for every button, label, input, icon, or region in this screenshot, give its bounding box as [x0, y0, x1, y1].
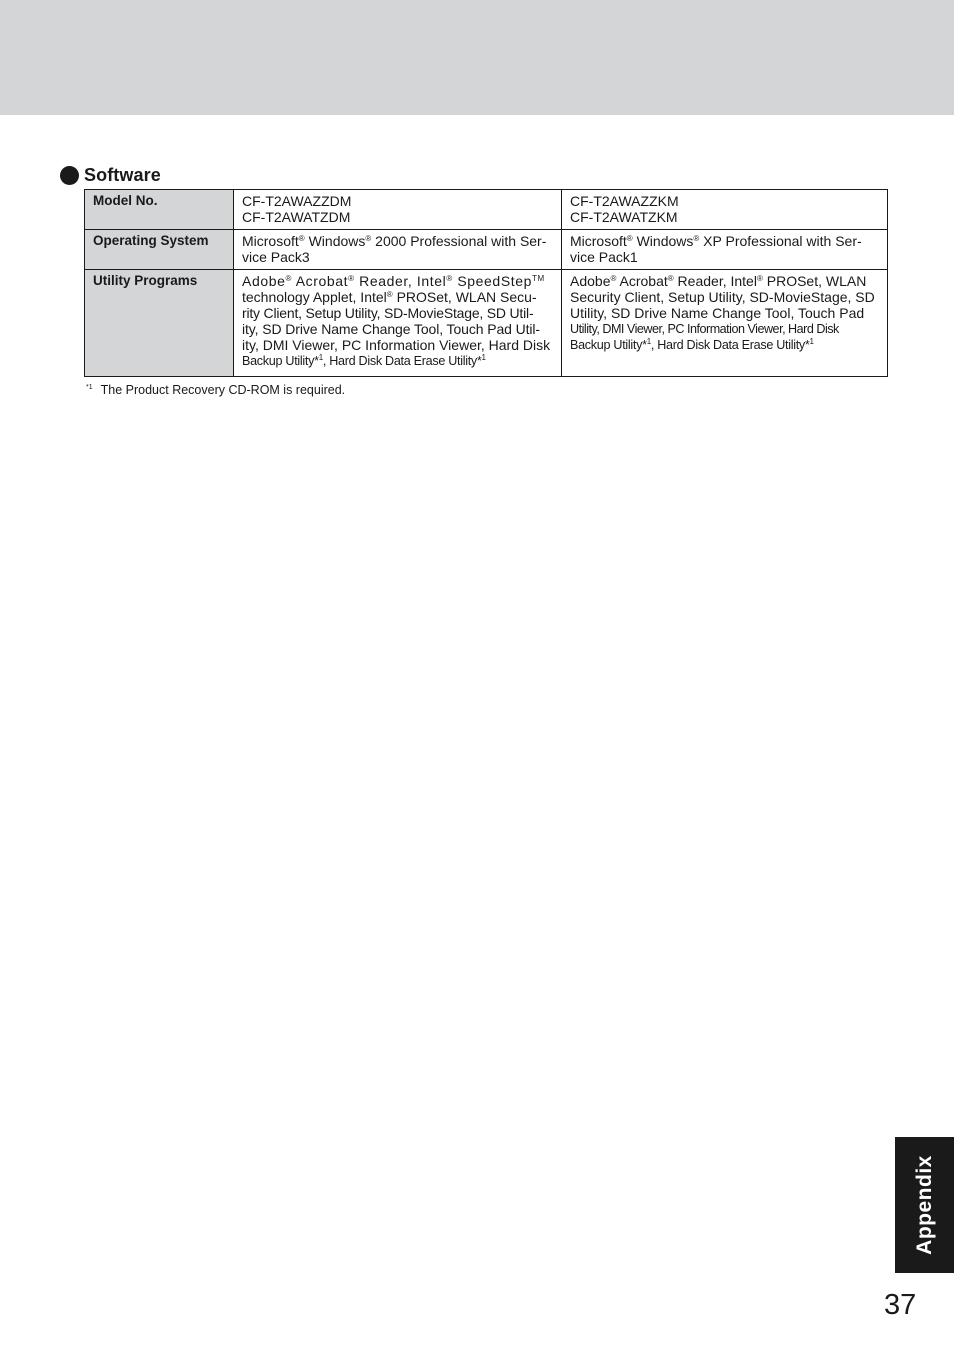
utility-line: technology Applet, Intel® PROSet, WLAN Secu- [242, 289, 537, 305]
header-band [0, 0, 954, 115]
utility-line: ity, SD Drive Name Change Tool, Touch Pad Util- [242, 321, 540, 337]
model-number: CF-T2AWATZDM [242, 209, 351, 225]
footnote-marker: *1 [86, 384, 93, 391]
row-label-model: Model No. [85, 190, 234, 230]
os-line: Microsoft® Windows® XP Professional with Ser- [570, 233, 862, 249]
table-row-utilities [85, 270, 888, 377]
side-tab-label: Appendix [912, 1155, 936, 1255]
cell-os-col2 [562, 230, 888, 270]
utility-line: Adobe® Acrobat® Reader, Intel® SpeedStep™ [242, 273, 545, 289]
cell-model-col1 [234, 190, 562, 230]
cell-model-col2 [562, 190, 888, 230]
cell-utilities-col1 [234, 270, 562, 377]
software-spec-table [84, 189, 888, 377]
utility-line: Backup Utility*$^1$, Hard Disk Data Erase Utility*$^1$ [242, 353, 486, 368]
section-title: Software [84, 164, 161, 185]
os-line: vice Pack1 [570, 249, 638, 265]
utility-line: rity Client, Setup Utility, SD-MovieStage, SD Util- [242, 305, 534, 321]
section-heading [60, 164, 161, 186]
table-row-model [85, 190, 888, 230]
row-label-utilities: Utility Programs [85, 270, 234, 377]
os-line: Microsoft® Windows® 2000 Professional with Ser- [242, 233, 547, 249]
utility-line: ity, DMI Viewer, PC Information Viewer, Hard Disk [242, 337, 551, 353]
cell-utilities-col2 [562, 270, 888, 377]
footnote [86, 383, 345, 397]
bullet-icon [60, 166, 79, 185]
cell-os-col1 [234, 230, 562, 270]
page-number: 37 [884, 1289, 917, 1321]
utility-line: Adobe® Acrobat® Reader, Intel® PROSet, WLAN [570, 273, 867, 289]
utility-line: Backup Utility*$^1$, Hard Disk Data Erase Utility*$^1$ [570, 337, 814, 352]
footnote-text: The Product Recovery CD-ROM is required. [100, 383, 346, 397]
appendix-side-tab [895, 1137, 954, 1273]
utility-line: Security Client, Setup Utility, SD-MovieStage, SD [570, 289, 875, 305]
utility-line: Utility, SD Drive Name Change Tool, Touch Pad [570, 305, 865, 321]
table-row-os [85, 230, 888, 270]
model-number: CF-T2AWATZKM [570, 209, 678, 225]
os-line: vice Pack3 [242, 249, 310, 265]
utility-line: Utility, DMI Viewer, PC Information Viewer, Hard Disk [570, 322, 839, 336]
row-label-os: Operating System [85, 230, 234, 270]
model-number: CF-T2AWAZZDM [242, 193, 352, 209]
model-number: CF-T2AWAZZKM [570, 193, 679, 209]
